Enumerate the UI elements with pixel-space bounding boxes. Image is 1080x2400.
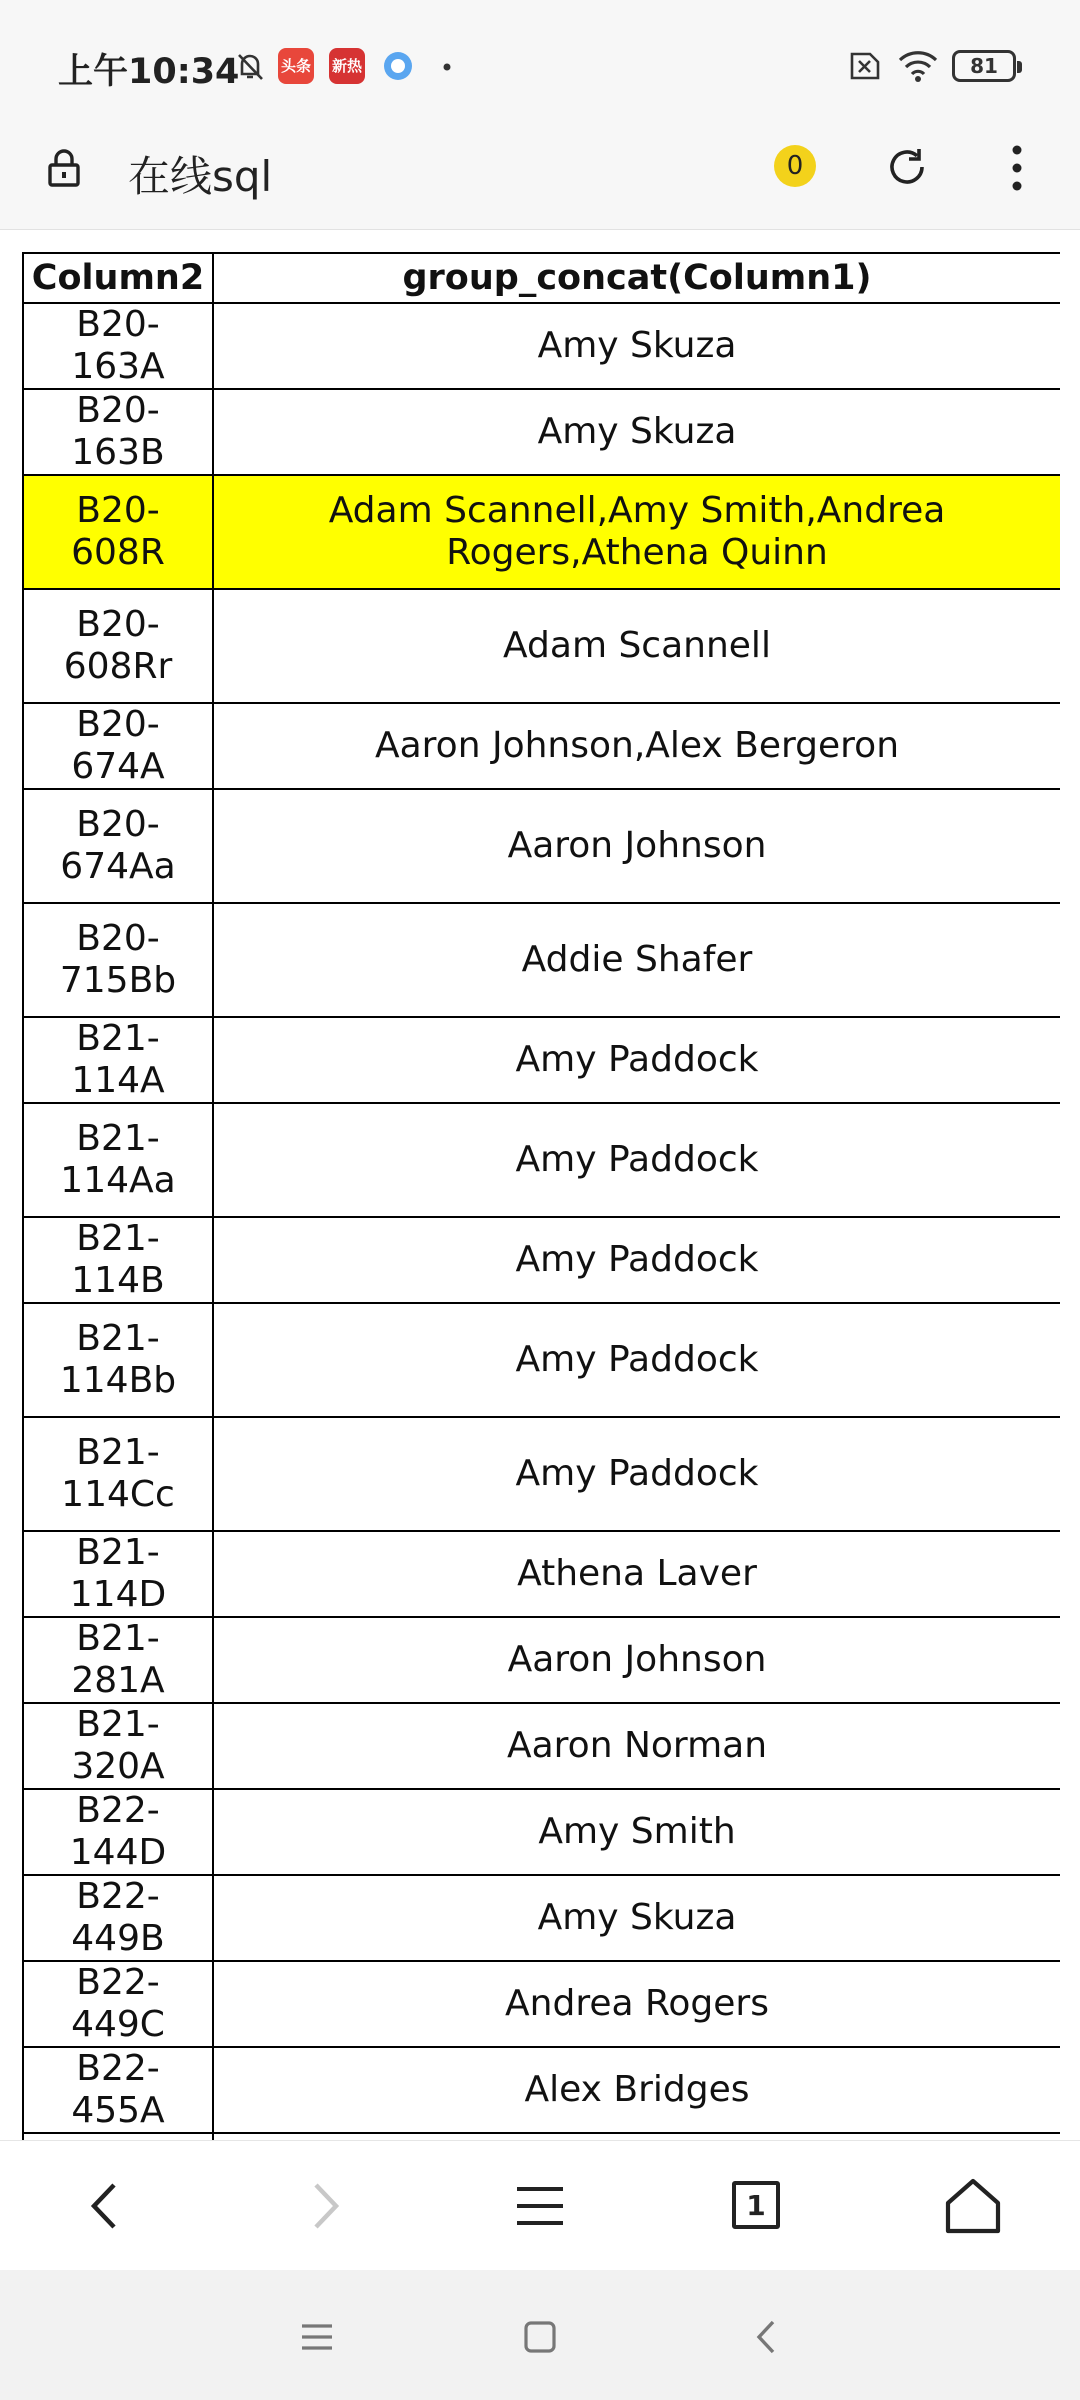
- table-row: [23, 789, 1060, 903]
- table-cell: Amy Paddock: [213, 1303, 1060, 1417]
- browser-app-icon: [380, 48, 416, 84]
- table-cell: [23, 2133, 213, 2140]
- table-cell: Amy Skuza: [213, 389, 1060, 475]
- table-row: [23, 1961, 1060, 2047]
- table-cell: B20-674A: [23, 703, 213, 789]
- table-cell: Amy Skuza: [213, 1875, 1060, 1961]
- table-cell: B21-114Aa: [23, 1103, 213, 1217]
- table-header-row: [23, 253, 1060, 303]
- table-row: [23, 1617, 1060, 1703]
- table-row: [23, 1531, 1060, 1617]
- table-cell: B21-114B: [23, 1217, 213, 1303]
- table-cell: Aaron Johnson: [213, 789, 1060, 903]
- table-cell: Aaron Johnson: [213, 1617, 1060, 1703]
- table-row: [23, 1303, 1060, 1417]
- table-cell: Alex Bridges: [213, 2047, 1060, 2133]
- table-row: [23, 1017, 1060, 1103]
- table-row: [23, 389, 1060, 475]
- table-cell: Amy Paddock: [213, 1103, 1060, 1217]
- table-cell: B22-449B: [23, 1875, 213, 1961]
- table-row: [23, 903, 1060, 1017]
- table-cell: Amy Skuza: [213, 303, 1060, 389]
- recent-apps-icon[interactable]: [292, 2312, 342, 2362]
- tabs-count: 1: [746, 2188, 766, 2222]
- xinre-app-icon: 新热: [329, 48, 365, 84]
- status-bar: [0, 0, 1080, 128]
- wifi-icon: [896, 48, 940, 84]
- table-cell: Andrea Rogers: [213, 1961, 1060, 2047]
- table-row-highlighted: [23, 475, 1060, 589]
- table-cell: Amy Smith: [213, 1789, 1060, 1875]
- table-cell: Amy Paddock: [213, 1217, 1060, 1303]
- table-row: [23, 1103, 1060, 1217]
- table-cell: B20-163B: [23, 389, 213, 475]
- table-row: [23, 1417, 1060, 1531]
- browser-bottom-nav: [0, 2140, 1080, 2270]
- table-row: [23, 589, 1060, 703]
- query-result-area[interactable]: [22, 252, 1060, 2140]
- menu-icon[interactable]: [505, 2171, 575, 2241]
- table-row: [23, 1703, 1060, 1789]
- system-navigation-bar: [0, 2270, 1080, 2400]
- home-icon[interactable]: [938, 2171, 1008, 2241]
- table-cell: B20-674Aa: [23, 789, 213, 903]
- back-arrow-icon[interactable]: [72, 2171, 142, 2241]
- table-cell: Adam Scannell,Amy Smith,Andrea Rogers,Athena Quinn: [213, 475, 1060, 589]
- table-cell: B22-449C: [23, 1961, 213, 2047]
- table-row: [23, 2047, 1060, 2133]
- browser-toolbar: [0, 128, 1080, 230]
- column-header: Column2: [23, 253, 213, 303]
- query-result-table: [22, 252, 1060, 2140]
- table-row: [23, 2133, 1060, 2140]
- table-cell: B22-455A: [23, 2047, 213, 2133]
- table-cell: Amy Paddock: [213, 1417, 1060, 1531]
- table-cell: B21-281A: [23, 1617, 213, 1703]
- column-header: group_concat(Column1): [213, 253, 1060, 303]
- table-cell: B22-144D: [23, 1789, 213, 1875]
- table-cell: B21-114Cc: [23, 1417, 213, 1531]
- table-cell: B21-320A: [23, 1703, 213, 1789]
- battery-indicator: 81: [952, 50, 1016, 82]
- table-cell: Addie Shafer: [213, 903, 1060, 1017]
- home-square-icon[interactable]: [515, 2312, 565, 2362]
- forward-arrow-icon[interactable]: [288, 2171, 358, 2241]
- table-cell: B20-608R: [23, 475, 213, 589]
- refresh-icon[interactable]: [884, 144, 930, 190]
- table-cell: B20-715Bb: [23, 903, 213, 1017]
- table-cell: Aaron Norman: [213, 1703, 1060, 1789]
- table-cell: B21-114D: [23, 1531, 213, 1617]
- table-cell: B20-608Rr: [23, 589, 213, 703]
- table-row: [23, 1217, 1060, 1303]
- toutiao-app-icon: 头条: [278, 48, 314, 84]
- table-cell: B21-114Bb: [23, 1303, 213, 1417]
- table-row: [23, 1789, 1060, 1875]
- tab-count-badge[interactable]: 0: [774, 145, 816, 187]
- table-row: [23, 703, 1060, 789]
- more-options-icon[interactable]: [1000, 142, 1034, 194]
- table-cell: B20-163A: [23, 303, 213, 389]
- page-title[interactable]: 在线sql: [128, 152, 273, 201]
- table-row: [23, 1875, 1060, 1961]
- table-cell: Athena Laver: [213, 1531, 1060, 1617]
- system-back-icon[interactable]: [743, 2312, 793, 2362]
- bell-muted-icon: [232, 48, 268, 84]
- status-time: 上午10:34: [58, 52, 240, 92]
- table-cell: Amy Paddock: [213, 1017, 1060, 1103]
- table-row: [23, 303, 1060, 389]
- table-cell: Adam Scannell: [213, 589, 1060, 703]
- tabs-button[interactable]: [732, 2181, 780, 2229]
- lock-icon[interactable]: [42, 146, 86, 190]
- notification-dot-icon: [440, 48, 454, 84]
- table-cell: [213, 2133, 1060, 2140]
- table-cell: B21-114A: [23, 1017, 213, 1103]
- no-sim-icon: [842, 48, 882, 84]
- table-cell: Aaron Johnson,Alex Bergeron: [213, 703, 1060, 789]
